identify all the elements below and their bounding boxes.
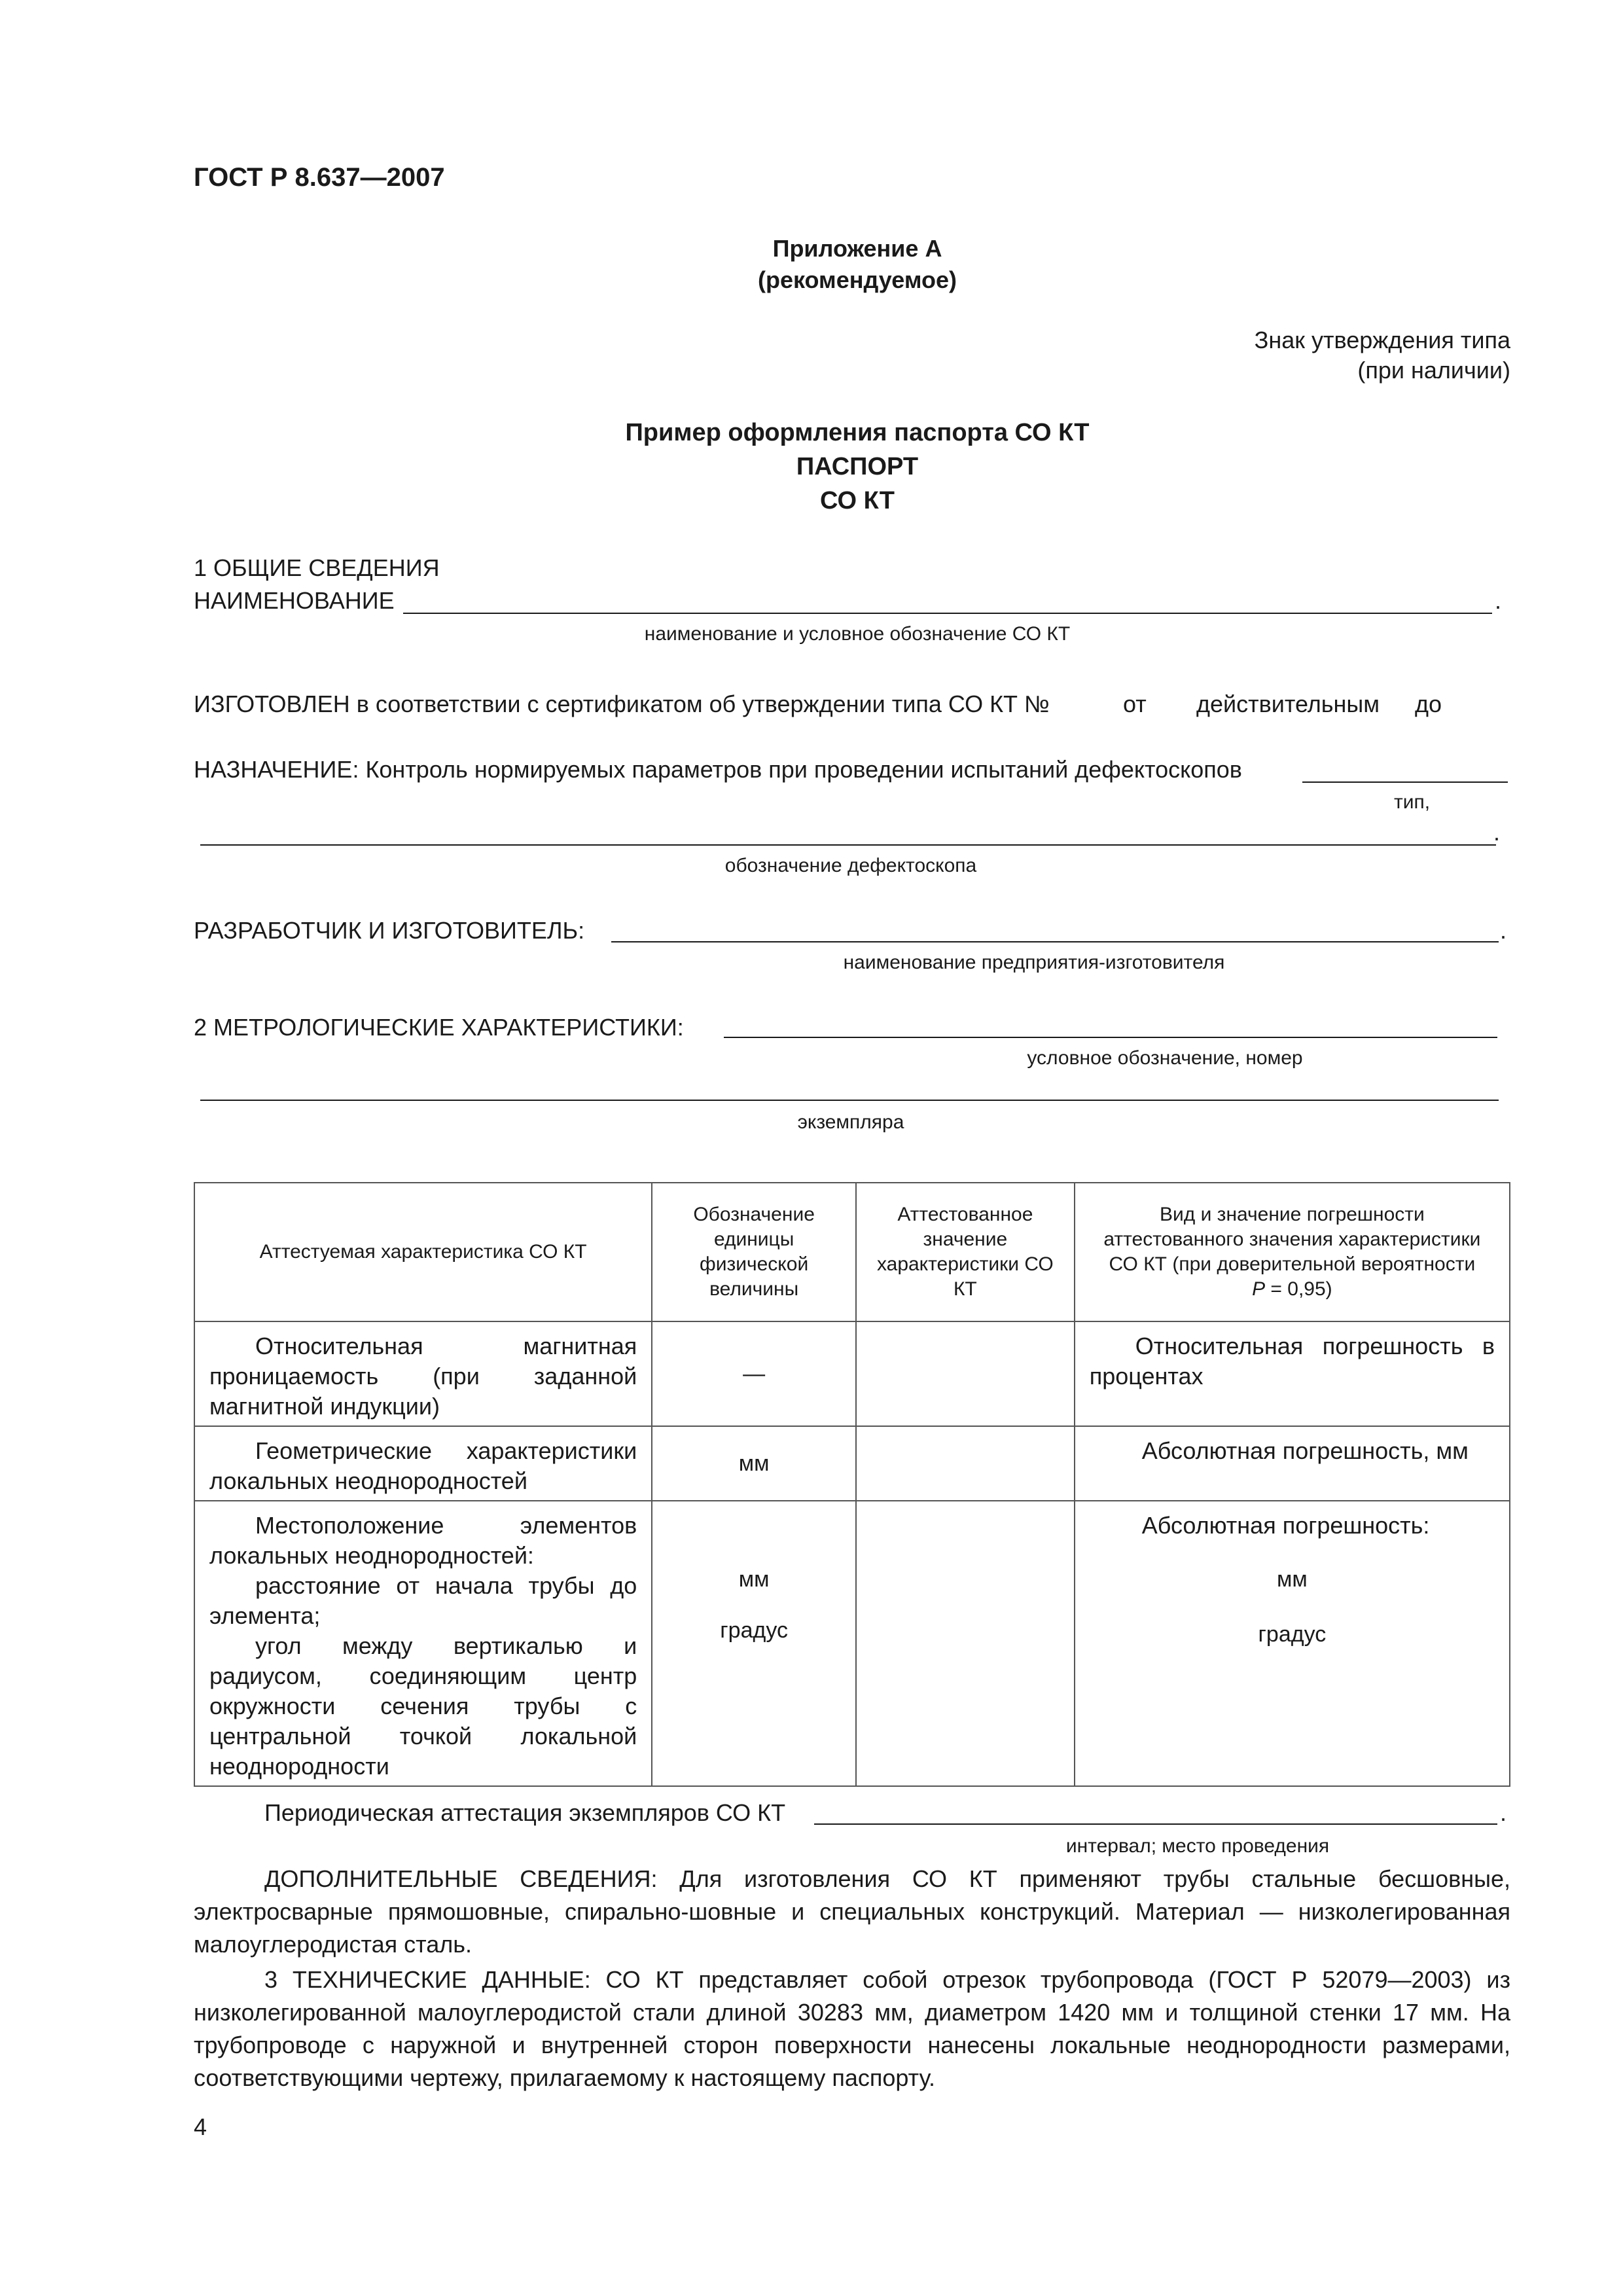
section2-input-line-1[interactable] — [724, 1037, 1497, 1038]
approval-mark-line1: Знак утверждения типа — [1254, 327, 1510, 353]
row3-value — [856, 1501, 1075, 1786]
standard-code: ГОСТ Р 8.637—2007 — [194, 163, 445, 192]
doc-title-example: Пример оформления паспорта СО КТ — [625, 419, 1090, 446]
row2-characteristic: Геометрические характеристики локальных неоднородностей — [194, 1426, 652, 1501]
periodic-input-line[interactable] — [814, 1823, 1497, 1825]
approval-mark-line2: (при наличии) — [1357, 357, 1510, 384]
developer-input-line[interactable] — [611, 941, 1499, 942]
from-label: от — [1123, 691, 1147, 717]
until-label: до — [1415, 691, 1442, 717]
periodic-hint: интервал; место проведения — [1065, 1835, 1330, 1857]
purpose-label: НАЗНАЧЕНИЕ: Контроль нормируемых параметров при проведении испытаний дефектоскопов — [194, 756, 1242, 783]
developer-label: РАЗРАБОТЧИК И ИЗГОТОВИТЕЛЬ: — [194, 917, 585, 944]
row3-characteristic: Местоположение элементов локальных неоднородностей: расстояние от начала трубы до элемента; угол между вертикалью и радиусом, соединяющим центр окружности сечения трубы с центральной точкой локальной неоднородности — [194, 1501, 652, 1786]
periodic-period: . — [1500, 1799, 1507, 1826]
table-header-row — [194, 1183, 1510, 1321]
row1-error: Относительная погрешность в процентах — [1075, 1321, 1510, 1426]
detector-type-input-line[interactable] — [1302, 781, 1508, 783]
doc-title-so-kt: СО КТ — [820, 487, 895, 514]
section2-input-line-2[interactable] — [200, 1100, 1499, 1101]
table-row — [194, 1426, 1510, 1501]
metrological-table — [194, 1182, 1510, 1787]
page-number: 4 — [194, 2113, 207, 2140]
name-period: . — [1495, 587, 1502, 614]
section1-heading: 1 ОБЩИЕ СВЕДЕНИЯ — [194, 554, 440, 581]
appendix-title: Приложение А — [772, 235, 942, 262]
detector-period: . — [1493, 819, 1501, 846]
section3-technical-data: 3 ТЕХНИЧЕСКИЕ ДАННЫЕ: СО КТ представляет собой отрезок трубопровода (ГОСТ Р 52079—2003) из низколегированной малоуглеродистой стали длиной 30283 мм, диаметром 1420 мм и толщиной стенки 17 мм. На трубопроводе с наружной и внутренней сторон поверхности нанесены локальные неоднородности размерами, соответствующими чертежу, прилагаемому к настоящему паспорту. — [194, 1966, 1510, 2091]
name-hint: наименование и условное обозначение СО КТ — [644, 623, 1071, 645]
header-unit: Обозначение единицы физической величины — [652, 1183, 856, 1321]
header-value: Аттестованное значение характеристики СО КТ — [856, 1183, 1075, 1321]
manufactured-label: ИЗГОТОВЛЕН в соответствии с сертификатом об утверждении типа СО КТ № — [194, 691, 1050, 717]
row1-value — [856, 1321, 1075, 1426]
header-characteristic: Аттестуемая характеристика СО КТ — [194, 1183, 652, 1321]
additional-info: ДОПОЛНИТЕЛЬНЫЕ СВЕДЕНИЯ: Для изготовления СО КТ применяют трубы стальные бесшовные, электросварные прямошовные, спирально-шовные и специальных конструкций. Материал — низколегированная малоуглеродистая сталь. — [194, 1865, 1510, 1958]
row3-error: Абсолютная погрешность: мм градус — [1075, 1501, 1510, 1786]
type-hint: тип, — [1394, 791, 1431, 813]
row2-error: Абсолютная погрешность, мм — [1075, 1426, 1510, 1501]
periodic-label: Периодическая аттестация экземпляров СО КТ — [264, 1799, 786, 1826]
row2-unit: мм — [652, 1426, 856, 1501]
developer-period: . — [1500, 917, 1507, 944]
header-error: Вид и значение погрешности аттестованного значения характеристики СО КТ (при доверительной вероятности P = 0,95) — [1075, 1183, 1510, 1321]
name-input-line[interactable] — [403, 613, 1492, 614]
section2-hint-2: экземпляра — [797, 1111, 904, 1133]
valid-label: действительным — [1196, 691, 1380, 717]
row2-value — [856, 1426, 1075, 1501]
row1-characteristic: Относительная магнитная проницаемость (при заданной магнитной индукции) — [194, 1321, 652, 1426]
developer-hint: наименование предприятия-изготовителя — [843, 952, 1225, 973]
table-row — [194, 1321, 1510, 1426]
row3-units: мм градус — [652, 1501, 856, 1786]
appendix-note: (рекомендуемое) — [758, 266, 957, 293]
table-row — [194, 1501, 1510, 1786]
row1-unit: — — [652, 1321, 856, 1426]
section2-heading: 2 МЕТРОЛОГИЧЕСКИЕ ХАРАКТЕРИСТИКИ: — [194, 1014, 684, 1041]
name-label: НАИМЕНОВАНИЕ — [194, 587, 395, 614]
detector-hint: обозначение дефектоскопа — [724, 855, 977, 876]
detector-designation-input-line[interactable] — [200, 844, 1496, 846]
doc-title-passport: ПАСПОРТ — [796, 453, 919, 480]
section2-hint-1: условное обозначение, номер — [1027, 1047, 1303, 1069]
